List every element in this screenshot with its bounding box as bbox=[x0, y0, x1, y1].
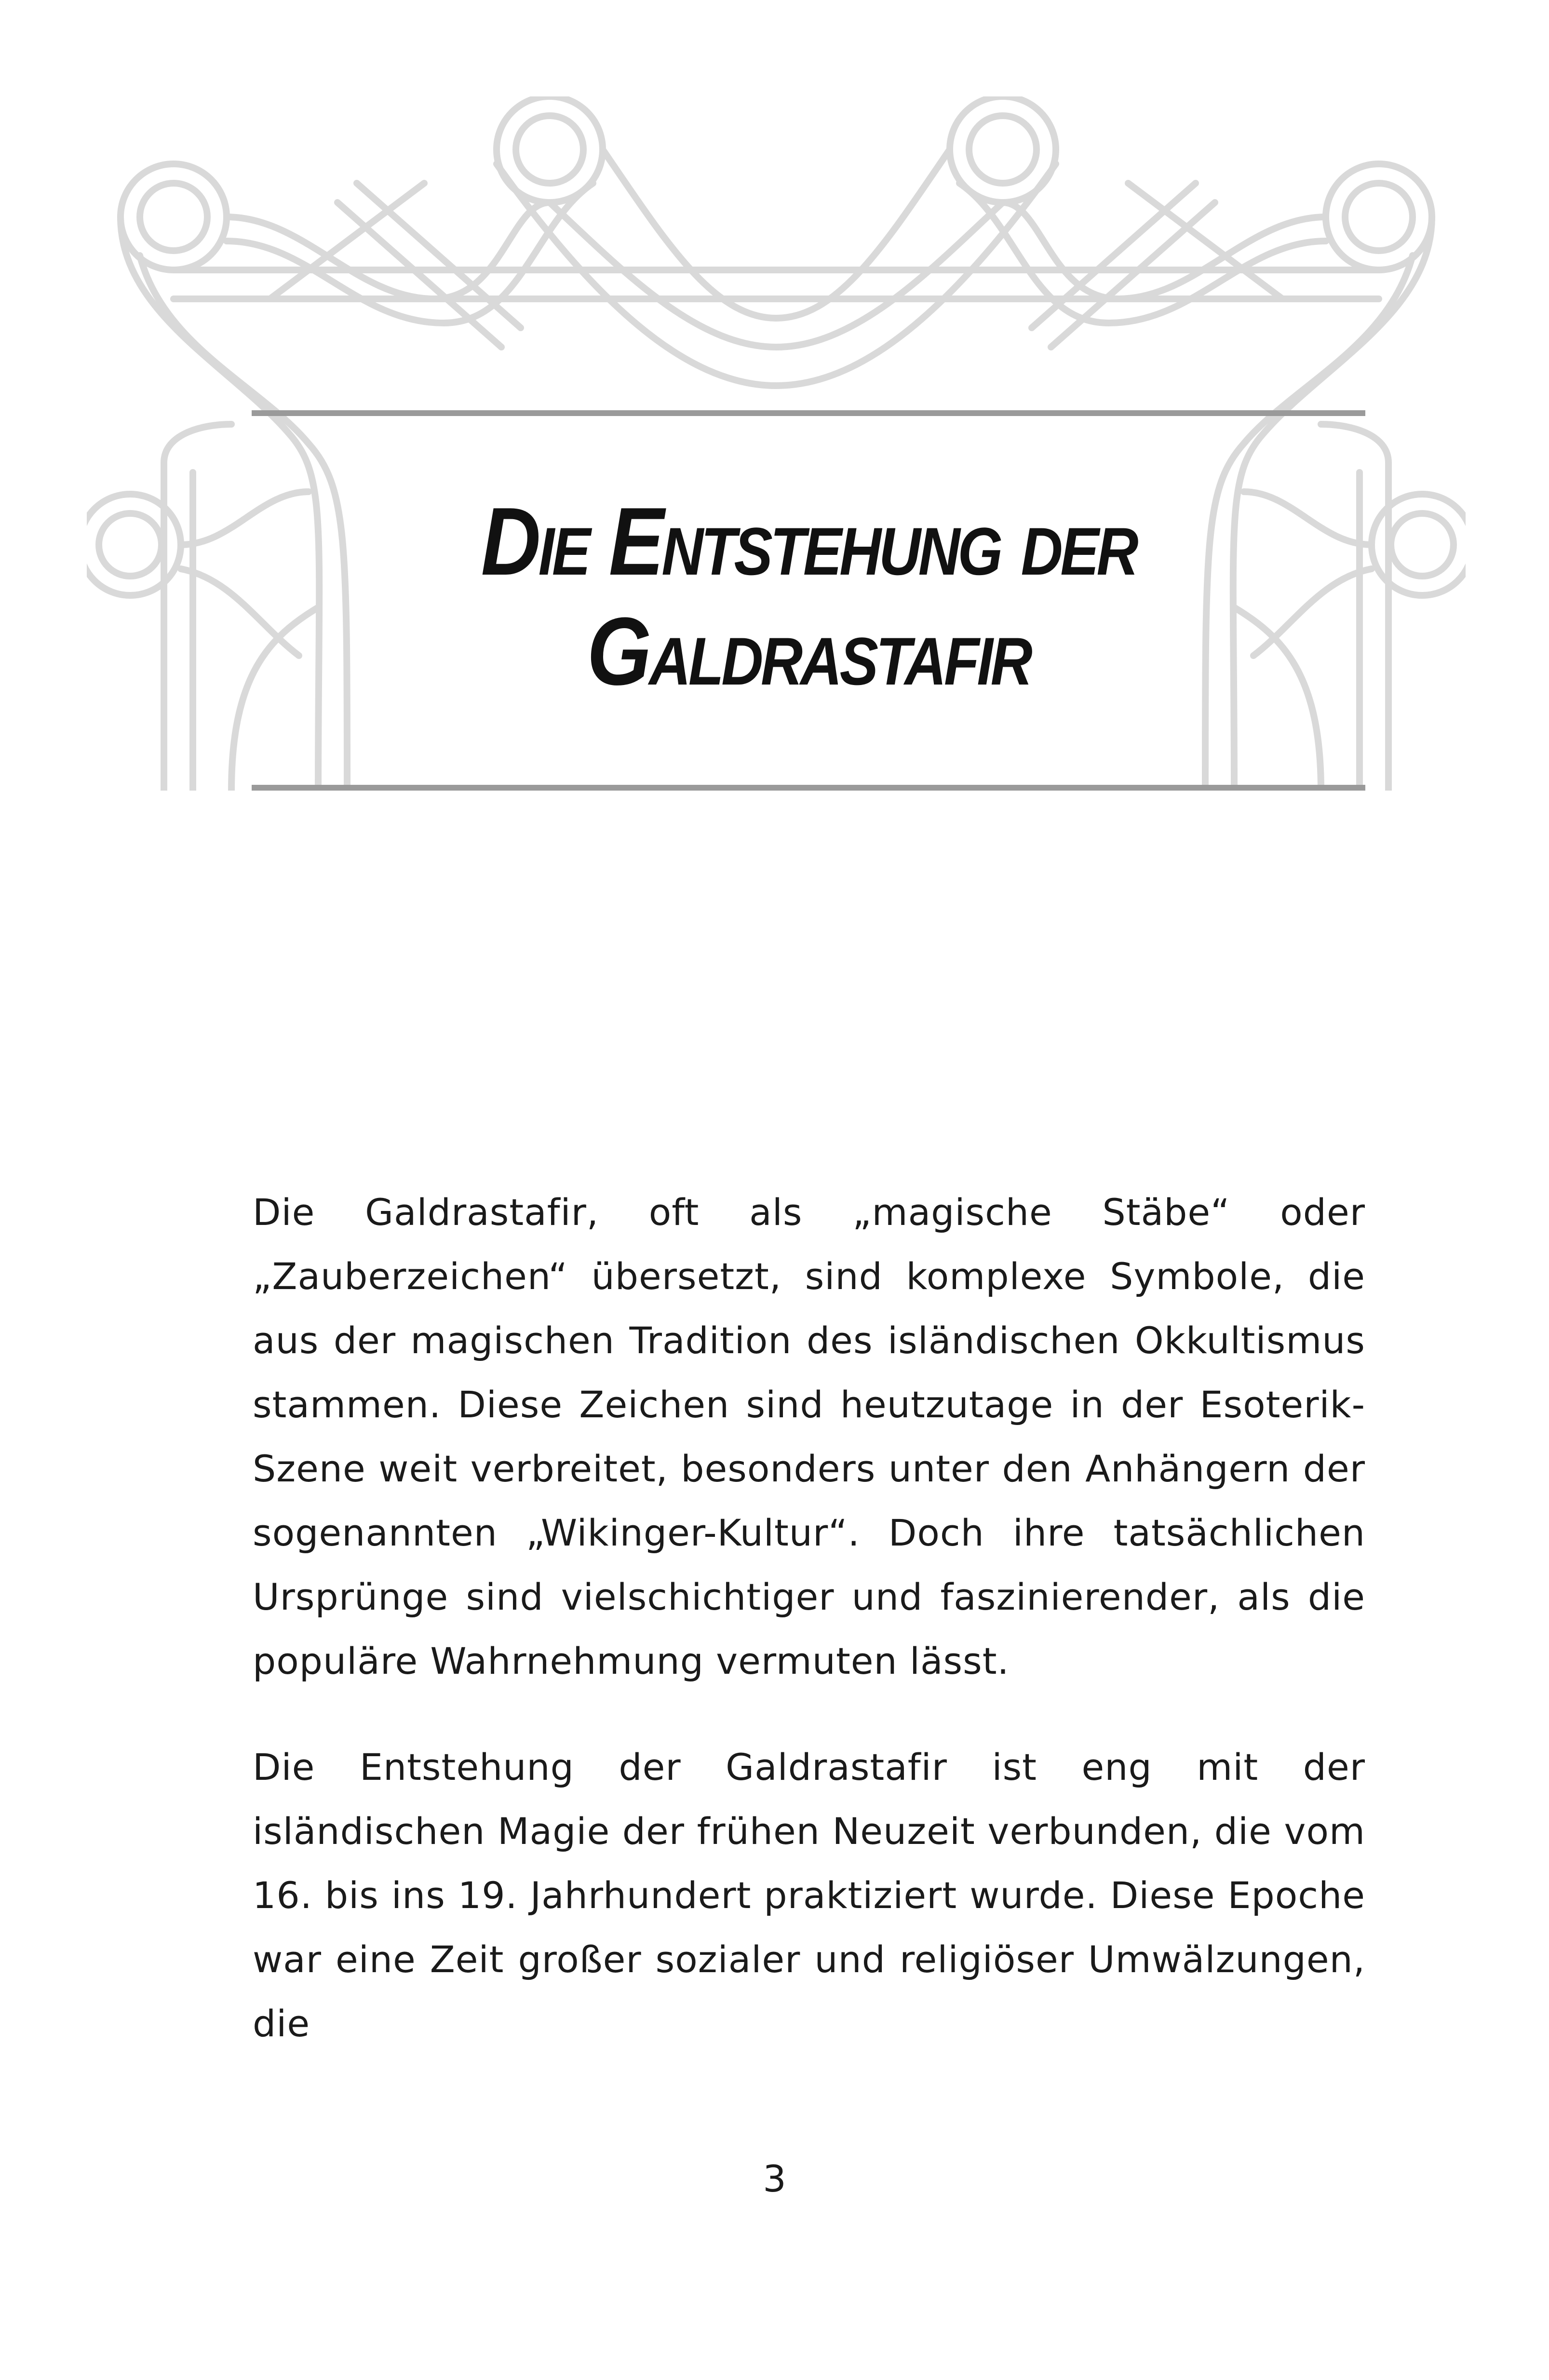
chapter-title: Die Entstehung der Galdrastafir bbox=[481, 488, 1136, 705]
body-text bbox=[253, 1180, 1365, 2098]
title-rule-bottom bbox=[252, 785, 1365, 791]
paragraph: Die Galdrastafir, oft als „magische Stäbe“ oder „Zauberzeichen“ übersetzt, sind komplexe Symbole, die aus der magischen Tradition des isländischen Okkultismus stammen. Diese Zeichen sind heutzutage in der Esoterik-Szene weit verbreitet, besonders unter den Anhängern der sogenannten „Wikinger-Kultur“. Doch ihre tatsächlichen Ursprünge sind vielschichtiger und faszinierender, als die populäre Wahrnehmung vermuten lässt. bbox=[253, 1191, 1365, 1682]
paragraph: Die Entstehung der Galdrastafir ist eng mit der isländischen Magie der frühen Neuzeit verbunden, die vom 16. bis ins 19. Jahrhundert praktiziert wurde. Diese Epoche war eine Zeit großer sozialer und religiöser Umwälzungen, die bbox=[253, 1746, 1365, 2045]
title-rule-top bbox=[252, 410, 1365, 416]
page-number: 3 bbox=[763, 2157, 786, 2200]
